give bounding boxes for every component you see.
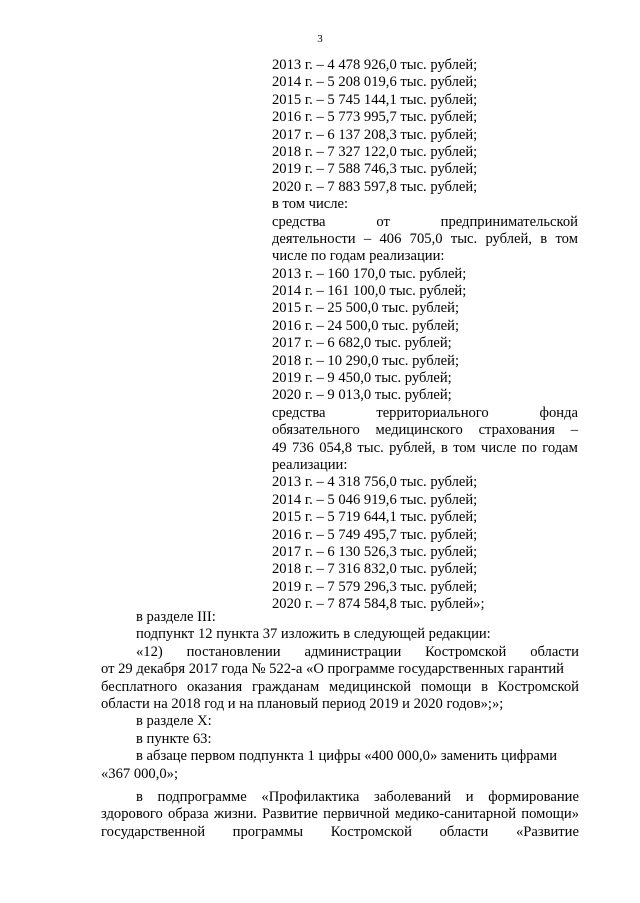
word: области — [439, 823, 489, 840]
word: 406 — [379, 230, 402, 247]
fund-line-1 — [272, 405, 578, 422]
word: по — [521, 439, 537, 456]
business-funds-line-3: числе по годам реализации: — [272, 248, 445, 265]
word: 705,0 — [409, 230, 443, 247]
word: помощи — [420, 678, 472, 695]
word: формирование — [488, 788, 579, 805]
word: Развитие — [262, 806, 318, 823]
year-amount-line: 2020 г. – 9 013,0 тыс. рублей; — [272, 387, 452, 404]
in-total-label: в том числе: — [272, 196, 349, 213]
year-amount-line: 2014 г. – 161 100,0 тыс. рублей; — [272, 283, 467, 300]
section-3-heading: в разделе III: — [136, 609, 216, 625]
word: фонда — [539, 404, 578, 421]
year-amount-line: 2014 г. – 5 046 919,6 тыс. рублей; — [272, 491, 478, 508]
word: и — [465, 788, 474, 805]
year-amount-line: 2015 г. – 5 745 144,1 тыс. рублей; — [272, 91, 478, 108]
quote-line-3 — [101, 679, 579, 696]
word: страхования — [478, 422, 555, 439]
year-amount-line: 2013 г. – 4 318 756,0 тыс. рублей; — [272, 474, 478, 491]
business-years-list — [272, 266, 578, 405]
page-number: 3 — [317, 33, 323, 45]
word: Костромской — [330, 823, 412, 840]
year-amount-line: 2020 г. – 7 874 584,8 тыс. рублей»; — [272, 596, 485, 613]
word: медицинской — [329, 678, 412, 695]
section-10-heading: в разделе X: — [136, 713, 212, 730]
replace-line-2: «367 000,0»; — [101, 765, 179, 782]
word: жизни. — [213, 806, 257, 823]
year-amount-line: 2016 г. – 5 749 495,7 тыс. рублей; — [272, 526, 478, 543]
year-amount-line: 2019 г. – 9 450,0 тыс. рублей; — [272, 370, 452, 387]
quote-line-4: области на 2018 год и на плановый период 2019 и 2020 годов»;»; — [101, 695, 504, 712]
word: 054,8 — [319, 439, 353, 456]
word: тыс. — [357, 439, 384, 456]
subprogram-line-2 — [101, 806, 579, 823]
word: медицинского — [375, 422, 463, 439]
year-amount-line: 2018 г. – 10 290,0 тыс. рублей; — [272, 352, 459, 369]
year-amount-line: 2015 г. – 25 500,0 тыс. рублей; — [272, 300, 459, 317]
word: «Развитие — [515, 823, 579, 840]
quote-line-1 — [101, 644, 579, 661]
word: подпрограмме — [157, 788, 247, 805]
word: медико-санитарной — [394, 806, 517, 823]
word: области — [530, 643, 579, 660]
point-63-heading: в пункте 63: — [136, 730, 212, 747]
word: программы — [232, 823, 304, 840]
year-amount-line: 2017 г. – 6 137 208,3 тыс. рублей; — [272, 126, 478, 143]
year-amount-line: 2016 г. – 5 773 995,7 тыс. рублей; — [272, 109, 478, 126]
word: оказания — [186, 678, 243, 695]
word: рублей, — [389, 439, 436, 456]
word: администрации — [304, 643, 402, 660]
main-text — [101, 609, 579, 841]
word: предпринимательской — [440, 213, 578, 230]
word: – — [363, 230, 372, 247]
year-amount-line: 2016 г. – 24 500,0 тыс. рублей; — [272, 317, 459, 334]
year-amount-line: 2019 г. – 7 579 296,3 тыс. рублей; — [272, 578, 478, 595]
word: средства — [272, 404, 326, 421]
subprogram-line-1 — [101, 789, 579, 806]
word: первичной — [323, 806, 390, 823]
subprogram-line-3 — [101, 824, 579, 841]
word: обязательного — [272, 422, 360, 439]
word: деятельности — [272, 230, 356, 247]
total-years-list — [272, 57, 578, 196]
replace-line-1: в абзаце первом подпункта 1 цифры «400 000,0» заменить цифрами — [136, 748, 558, 765]
year-amount-line: 2018 г. – 7 316 832,0 тыс. рублей; — [272, 561, 478, 578]
fund-line-2 — [272, 422, 578, 439]
year-amount-line: 2015 г. – 5 719 644,1 тыс. рублей; — [272, 509, 478, 526]
word: помощи» — [521, 806, 579, 823]
word: заболеваний — [373, 788, 452, 805]
fund-line-4: реализации: — [272, 456, 348, 473]
word: Костромской — [497, 678, 579, 695]
fund-line-3 — [272, 440, 578, 457]
word: годам — [542, 439, 578, 456]
word: постановлении — [186, 643, 281, 660]
business-funds-line-1 — [272, 214, 578, 231]
word: образа — [168, 806, 209, 823]
business-funds-line-2 — [272, 231, 578, 248]
word: средства — [272, 213, 326, 230]
financing-column — [272, 57, 578, 614]
year-amount-line: 2019 г. – 7 588 746,3 тыс. рублей; — [272, 161, 478, 178]
word: от — [376, 213, 390, 230]
word: территориального — [376, 404, 489, 421]
word: в — [136, 788, 143, 805]
word: бесплатного — [101, 678, 178, 695]
word: том — [555, 230, 578, 247]
word: – — [570, 422, 578, 439]
fund-years-list — [272, 474, 578, 613]
word: 736 — [291, 439, 314, 456]
year-amount-line: 2017 г. – 6 130 526,3 тыс. рублей; — [272, 543, 478, 560]
word: в — [481, 678, 489, 695]
year-amount-line: 2013 г. – 4 478 926,0 тыс. рублей; — [272, 57, 478, 73]
word: «12) — [136, 643, 163, 660]
year-amount-line: 2017 г. – 6 682,0 тыс. рублей; — [272, 335, 452, 352]
word: здорового — [101, 806, 163, 823]
word: гражданам — [251, 678, 320, 695]
word: в — [440, 439, 448, 456]
word: том — [453, 439, 476, 456]
word: тыс. — [450, 230, 478, 247]
word: рублей, — [485, 230, 532, 247]
year-amount-line: 2018 г. – 7 327 122,0 тыс. рублей; — [272, 143, 478, 160]
year-amount-line: 2020 г. – 7 883 597,8 тыс. рублей; — [272, 178, 478, 195]
word: «Профилактика — [261, 788, 360, 805]
year-amount-line: 2013 г. – 160 170,0 тыс. рублей; — [272, 265, 467, 282]
subpoint-12-instruction: подпункт 12 пункта 37 изложить в следующей редакции: — [136, 626, 491, 643]
year-amount-line: 2014 г. – 5 208 019,6 тыс. рублей; — [272, 74, 478, 91]
quote-line-2: от 29 декабря 2017 года № 522-а «О программе государственных гарантий — [101, 661, 564, 678]
word: 49 — [272, 439, 287, 456]
word: числе — [481, 439, 517, 456]
word: государственной — [101, 823, 206, 840]
word: в — [540, 230, 548, 247]
word: Костромской — [425, 643, 507, 660]
